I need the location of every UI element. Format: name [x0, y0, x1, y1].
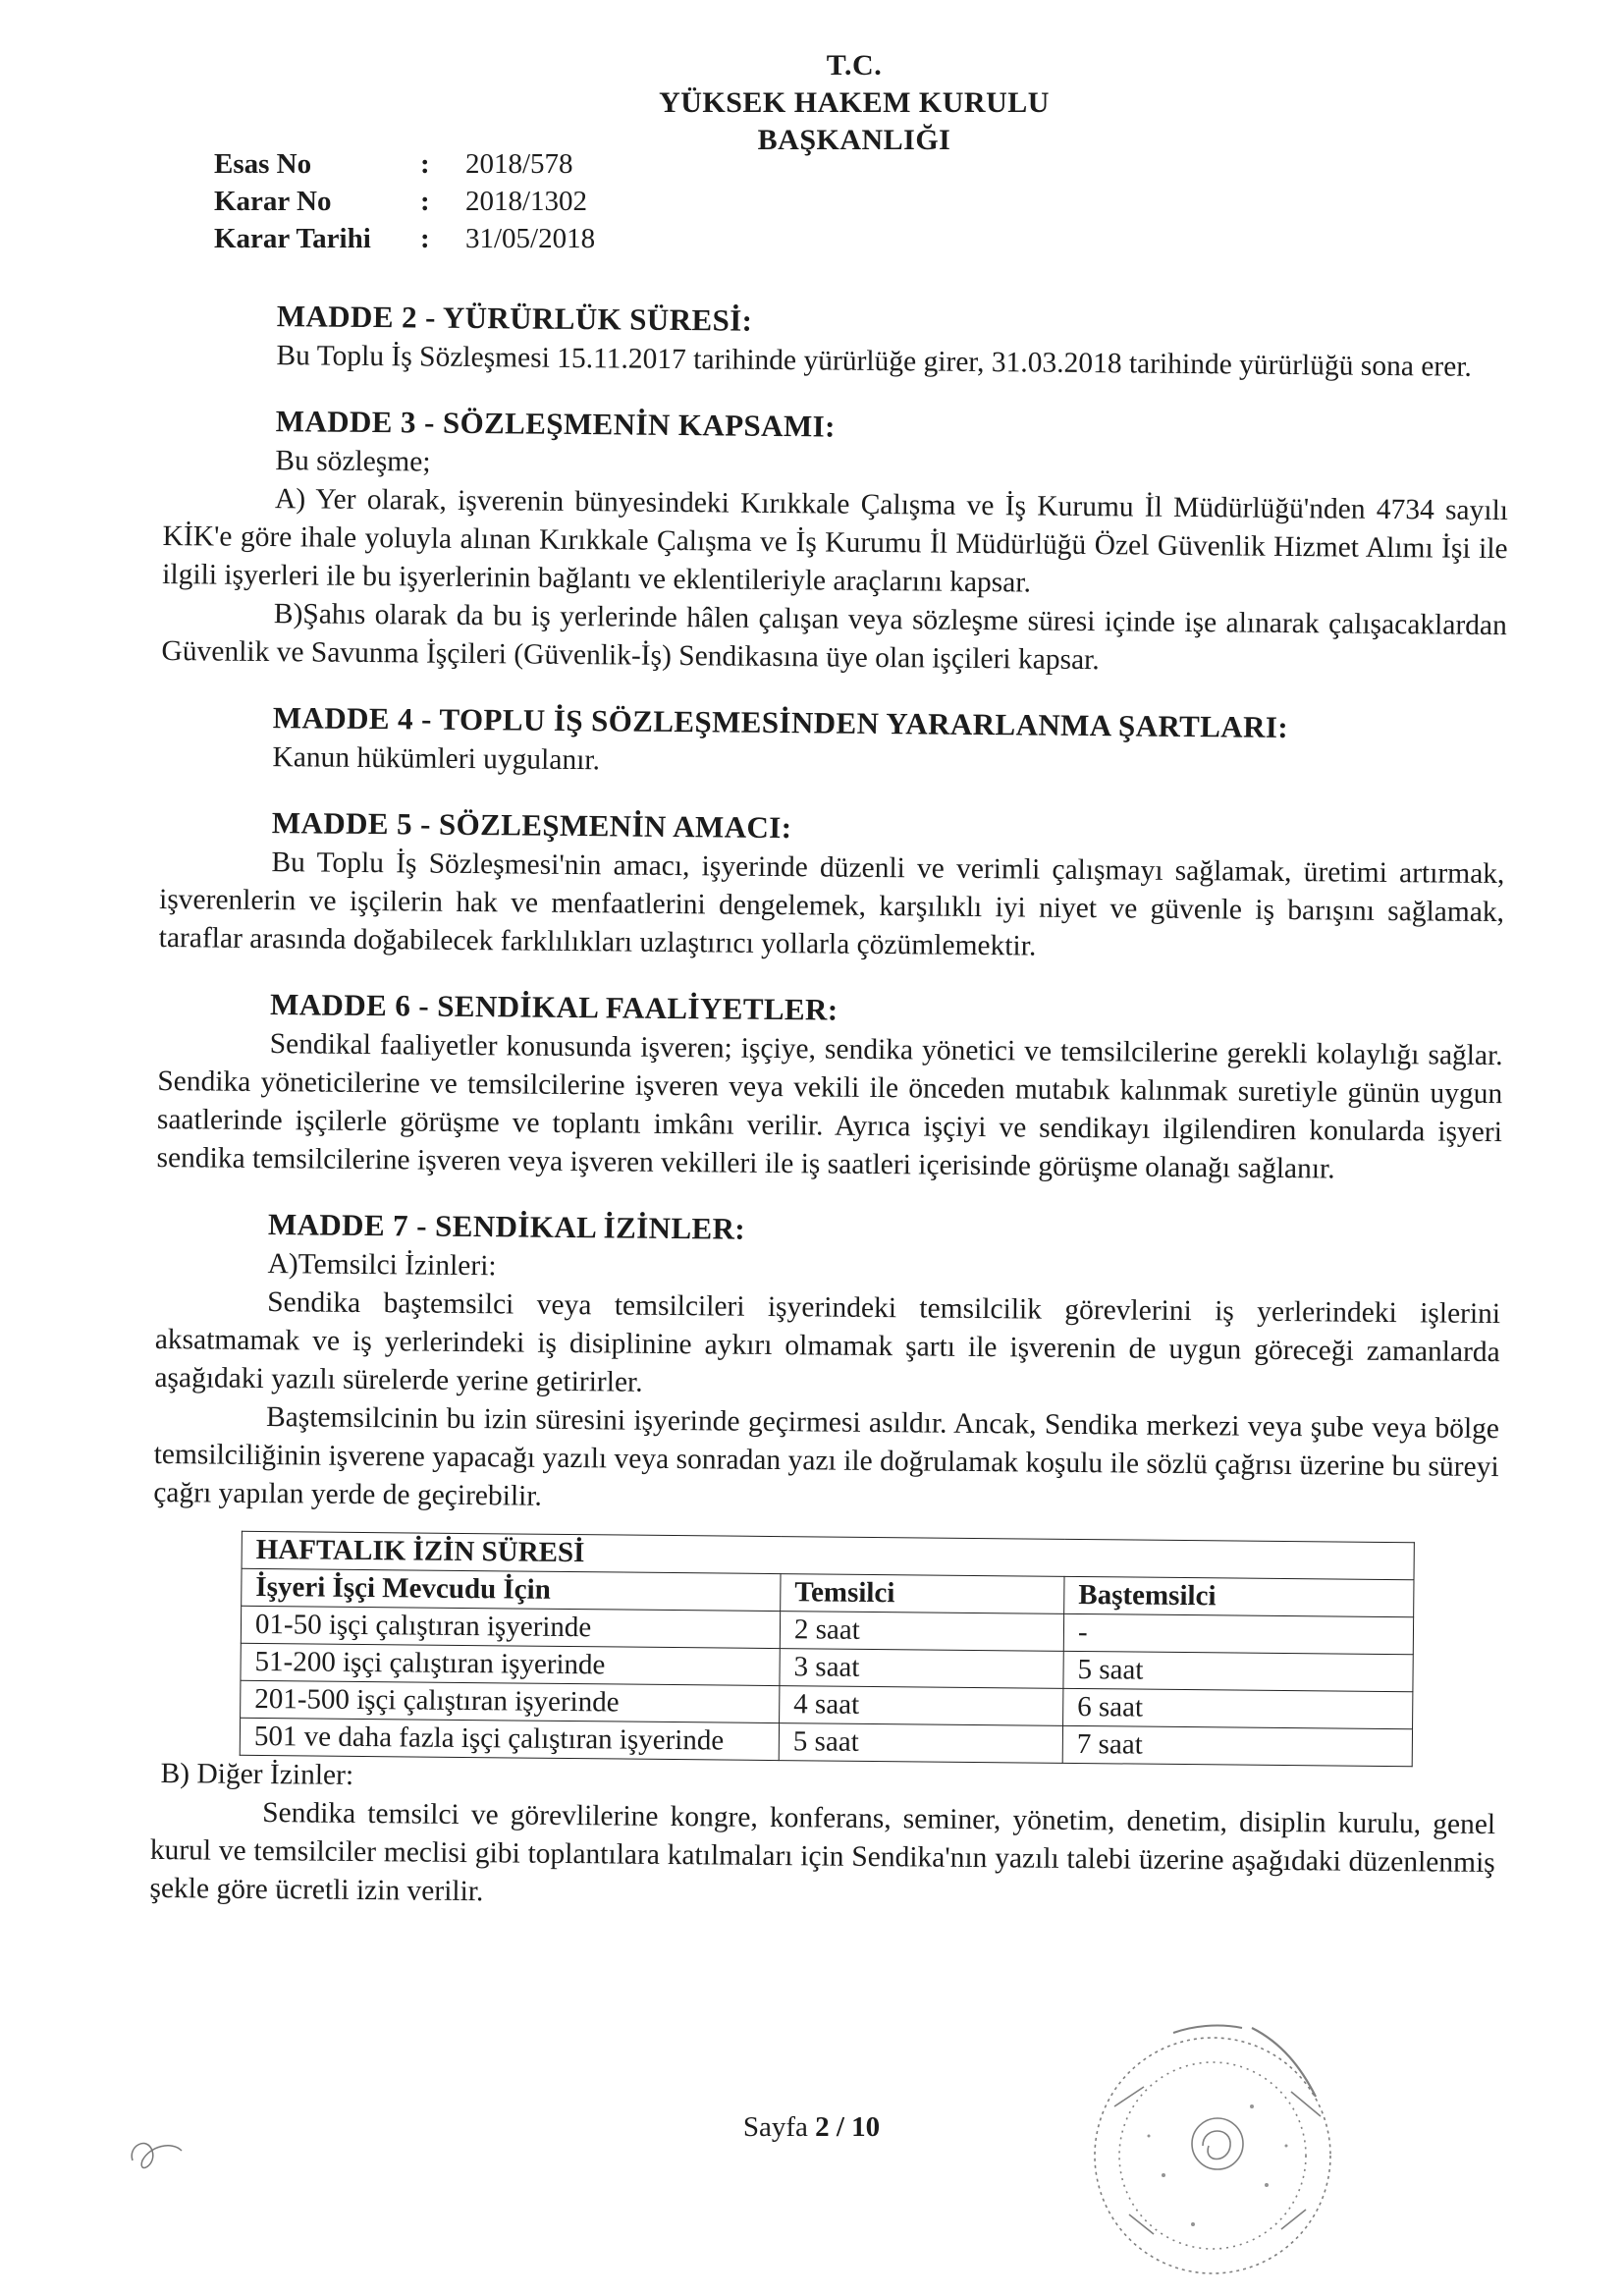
section-paragraph-1: Sendika baştemsilci veya temsilcileri işyerindeki temsilcilik görevlerini iş yerlerindeki işlerini aksatmamak ve iş yerlerindeki iş disiplinine aykırı olmamak şartı ile işverenin de uygun göreceği zamanlarda aşağıdaki yazılı sürelerde yerine getirirler. — [154, 1286, 1501, 1398]
table-cell: 6 saat — [1063, 1688, 1413, 1728]
subsection-heading-b: B) Diğer İzinler: — [160, 1758, 354, 1791]
section-intro: Bu sözleşme; — [275, 445, 431, 478]
section-madde-4 — [160, 696, 1506, 789]
table-cell: 5 saat — [779, 1723, 1062, 1764]
meta-separator: : — [420, 148, 430, 180]
header-line-institution: YÜKSEK HAKEM KURULU — [659, 86, 1050, 119]
page-number: 2 / 10 — [815, 2111, 881, 2143]
subsection-heading-a: A)Temsilci İzinleri: — [267, 1248, 497, 1283]
meta-row-esas — [214, 145, 595, 183]
table-cell: 51-200 işçi çalıştıran işyerinde — [241, 1643, 780, 1685]
section-heading: MADDE 6 - SENDİKAL FAALİYETLER: — [269, 987, 839, 1027]
section-paragraph-3: Sendika temsilci ve görevlilerine kongre, konferans, seminer, yönetim, denetim, disiplin kurulu, genel kurul ve temsilciler meclisi gibi toplantılara katılmaları için Sendika'nın yazılı talebi üzerine aşağıdaki düzenlenmiş şekle göre ücretli izin verilir. — [149, 1797, 1496, 1908]
document-body — [149, 295, 1510, 1946]
section-heading: MADDE 7 - SENDİKAL İZİNLER: — [267, 1207, 746, 1246]
header-line-office: BAŞKANLIĞI — [757, 124, 951, 156]
meta-value: 2018/1302 — [465, 186, 588, 217]
table-cell: 201-500 işçi çalıştıran işyerinde — [241, 1680, 780, 1722]
column-header-representative: Temsilci — [781, 1574, 1064, 1614]
table-cell: 501 ve daha fazla işçi çalıştıran işyerinde — [240, 1718, 779, 1760]
page-footer — [0, 2111, 1623, 2144]
official-stamp-icon — [1055, 1998, 1360, 2293]
meta-label: Karar No — [214, 186, 332, 217]
meta-row-karar — [214, 183, 595, 220]
section-madde-3 — [161, 400, 1509, 683]
section-paragraph-b: B)Şahıs olarak da bu iş yerlerinde hâlen çalışan veya sözleşme süresi içinde işe alınarak çalışacaklardan Güvenlik ve Savunma İşçileri (Güvenlik-İş) Sendikasına üye olan işçileri kapsar. — [161, 598, 1507, 677]
table-cell: - — [1063, 1613, 1413, 1654]
section-heading: MADDE 2 - YÜRÜRLÜK SÜRESİ: — [276, 299, 753, 338]
section-heading: MADDE 5 - SÖZLEŞMENİN AMACI: — [271, 805, 792, 846]
section-paragraph: Kanun hükümleri uygulanır. — [272, 741, 601, 777]
section-paragraph-a: A) Yer olarak, işverenin bünyesindeki Kırıkkale Çalışma ve İş Kurumu İl Müdürlüğü'nden 4734 sayılı KİK'e göre ihale yoluyla alınan Kırıkkale Çalışma ve İş Kurumu İl Müdürlüğü Özel Güvenlik Hizmet Alımı İşi ile ilgili işyerleri ile bu işyerlerinin bağlantı ve eklentileriyle araçlarını kapsar. — [162, 483, 1509, 599]
table-cell: 4 saat — [780, 1686, 1063, 1726]
table-cell: 5 saat — [1063, 1651, 1413, 1691]
section-paragraph: Sendikal faaliyetler konusunda işveren; işçiye, sendika yönetici ve temsilcilerine gerekli kolaylığı sağlar. Sendika yöneticilerine ve temsilcilerine işveren veya vekili ile önceden mutabık kalınmak suretiyle günün uygun saatlerinde işçilerle görüşme ve toplantı imkânı verilir. Ayrıca işçiyi ve sendikayı ilgilendiren konularda işyeri sendika temsilcilerine işveren veya işveren vekilleri ile iş saatleri içerisinde görüşme olanağı sağlanır. — [156, 1028, 1503, 1185]
table-title: HAFTALIK İZİN SÜRESİ — [242, 1531, 1414, 1579]
meta-label: Karar Tarihi — [214, 223, 371, 254]
section-heading: MADDE 4 - TOPLU İŞ SÖZLEŞMESİNDEN YARARLANMA ŞARTLARI: — [272, 700, 1289, 745]
document-header — [628, 47, 1080, 159]
section-madde-5 — [159, 801, 1505, 970]
section-heading: MADDE 3 - SÖZLEŞMENİN KAPSAMI: — [275, 404, 836, 444]
section-madde-2 — [164, 295, 1510, 387]
header-line-tc: T.C. — [826, 49, 883, 82]
meta-separator: : — [420, 223, 430, 254]
table-cell: 3 saat — [780, 1649, 1063, 1689]
meta-value: 31/05/2018 — [465, 223, 596, 254]
meta-separator: : — [420, 186, 430, 217]
table-cell: 7 saat — [1062, 1725, 1412, 1766]
column-header-chief-representative: Baştemsilci — [1064, 1576, 1414, 1616]
meta-label: Esas No — [214, 148, 312, 180]
handwritten-mark-icon — [123, 2121, 191, 2190]
section-paragraph-2: Baştemsilcinin bu izin süresini işyerinde geçirmesi asıldır. Ancak, Sendika merkezi veya şube veya bölge temsilciliğinin işverene yapacağı yazılı veya sonradan yazı ile doğrulamak koşulu ile sözlü çağrısı üzerine bu süreyi çağrı yapılan yerde de geçirebilir. — [153, 1401, 1500, 1512]
section-madde-6 — [156, 983, 1503, 1190]
table-cell: 2 saat — [780, 1612, 1063, 1652]
section-paragraph: Bu Toplu İş Sözleşmesi 15.11.2017 tarihinde yürürlüğe girer, 31.03.2018 tarihinde yürürlüğü sona erer. — [276, 340, 1473, 383]
section-paragraph: Bu Toplu İş Sözleşmesi'nin amacı, işyerinde düzenli ve verimli çalışmayı sağlamak, üretimi artırmak, işverenlerin ve işçilerin hak ve menfaatlerini dengelemek, karşılıklı iyi niyet ve güvenle iş barışını sağlamak, taraflar arasında doğabilecek farklılıkları uzlaştırıcı yollarla çözümlemektir. — [158, 847, 1505, 962]
section-madde-7 — [149, 1203, 1501, 1921]
meta-row-karar-tarihi — [214, 220, 595, 257]
column-header-workforce: İşyeri İşçi Mevcudu İçin — [242, 1568, 781, 1611]
meta-value: 2018/578 — [465, 148, 573, 180]
table-cell: 01-50 işçi çalıştıran işyerinde — [241, 1606, 780, 1648]
weekly-leave-table — [240, 1531, 1415, 1767]
page-label: Sayfa — [742, 2111, 816, 2143]
case-meta — [214, 145, 595, 257]
